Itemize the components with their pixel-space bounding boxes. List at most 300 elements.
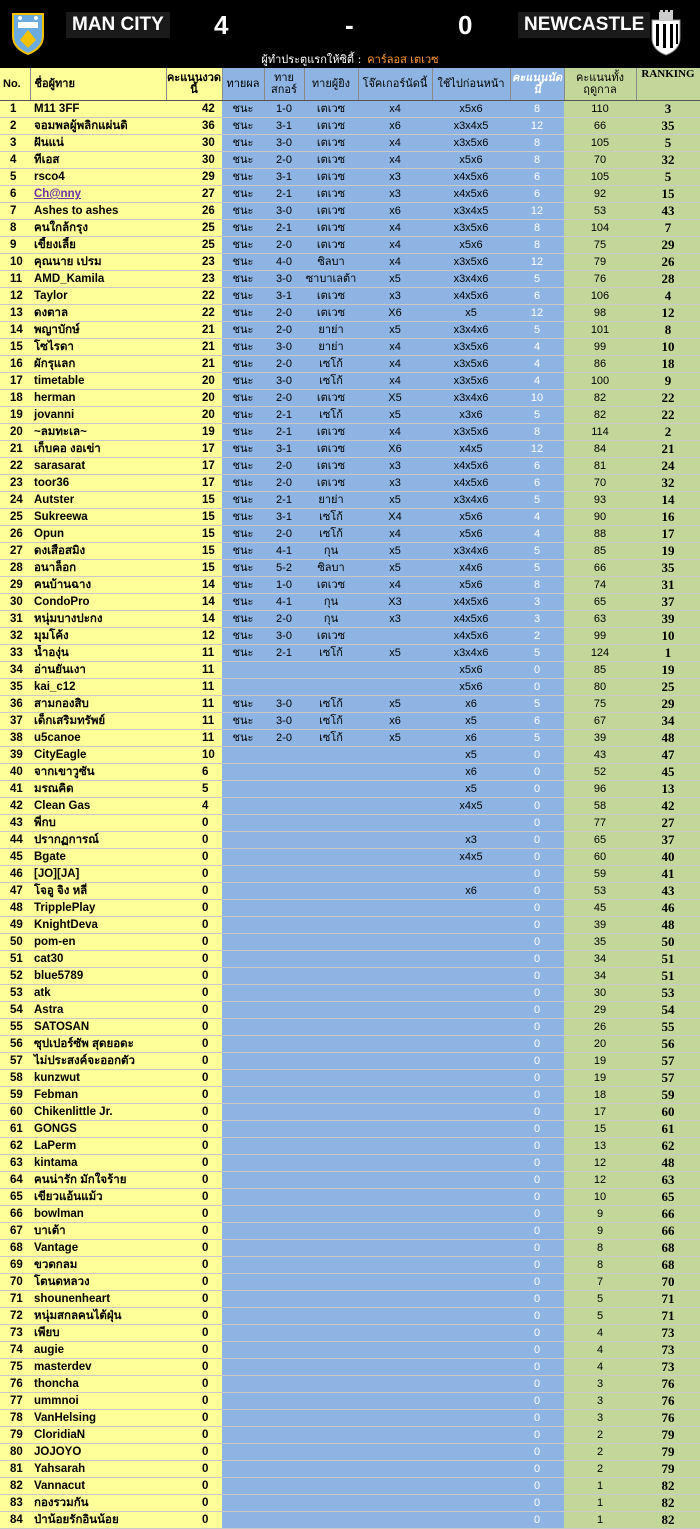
table-row: [0, 764, 700, 781]
table-row: [0, 1172, 700, 1189]
cell-score: [264, 832, 304, 849]
cell-week-points: 0: [166, 815, 222, 832]
cell-match-points: 8: [510, 577, 564, 594]
cell-ranking: 14: [636, 492, 700, 509]
cell-season-total: 1: [564, 1512, 636, 1529]
cell-season-total: 124: [564, 645, 636, 662]
cell-match-points: 0: [510, 662, 564, 679]
cell-no: 70: [0, 1274, 30, 1291]
cell-joker: x5: [358, 645, 432, 662]
cell-ranking: 47: [636, 747, 700, 764]
cell-match-points: 0: [510, 917, 564, 934]
cell-joker: [358, 679, 432, 696]
cell-name: บาเต้า: [30, 1223, 166, 1240]
cell-match-points: 0: [510, 1070, 564, 1087]
table-row: [0, 390, 700, 407]
cell-match-points: 0: [510, 679, 564, 696]
cell-season-total: 43: [564, 747, 636, 764]
cell-result: ชนะ: [222, 611, 264, 628]
table-row: [0, 526, 700, 543]
cell-score: [264, 1121, 304, 1138]
cell-score: [264, 1104, 304, 1121]
cell-ranking: 63: [636, 1172, 700, 1189]
cell-ranking: 1: [636, 645, 700, 662]
cell-result: [222, 1172, 264, 1189]
cell-result: [222, 1274, 264, 1291]
cell-season-total: 7: [564, 1274, 636, 1291]
cell-result: ชนะ: [222, 237, 264, 254]
cell-season-total: 9: [564, 1223, 636, 1240]
cell-ranking: 82: [636, 1478, 700, 1495]
cell-no: 36: [0, 696, 30, 713]
cell-scorer: [304, 1274, 358, 1291]
cell-used: x5x6: [432, 526, 510, 543]
cell-name: หนุ่มสกลคนไต้ฝุ่น: [30, 1308, 166, 1325]
cell-match-points: 0: [510, 1495, 564, 1512]
cell-match-points: 0: [510, 1019, 564, 1036]
cell-week-points: 0: [166, 1019, 222, 1036]
cell-season-total: 3: [564, 1410, 636, 1427]
cell-name: ซุปเปอร์ซัพ สุดยอดะ: [30, 1036, 166, 1053]
table-row: [0, 101, 700, 118]
cell-season-total: 19: [564, 1053, 636, 1070]
cell-no: 27: [0, 543, 30, 560]
cell-scorer: เตเวซ: [304, 220, 358, 237]
cell-ranking: 43: [636, 883, 700, 900]
cell-season-total: 8: [564, 1240, 636, 1257]
cell-no: 63: [0, 1155, 30, 1172]
cell-result: [222, 747, 264, 764]
prediction-table: [0, 68, 700, 1529]
cell-no: 6: [0, 186, 30, 203]
cell-used: x5x6: [432, 101, 510, 118]
cell-match-points: 0: [510, 1155, 564, 1172]
cell-no: 17: [0, 373, 30, 390]
cell-name: TripplePlay: [30, 900, 166, 917]
table-row: [0, 611, 700, 628]
cell-result: ชนะ: [222, 339, 264, 356]
cell-no: 21: [0, 441, 30, 458]
cell-match-points: 0: [510, 1223, 564, 1240]
cell-scorer: [304, 815, 358, 832]
cell-scorer: เตเวซ: [304, 101, 358, 118]
cell-week-points: 0: [166, 1155, 222, 1172]
cell-no: 1: [0, 101, 30, 118]
cell-ranking: 5: [636, 135, 700, 152]
cell-result: [222, 917, 264, 934]
cell-score: [264, 883, 304, 900]
cell-score: 4-1: [264, 543, 304, 560]
cell-week-points: 20: [166, 373, 222, 390]
cell-scorer: ซาบาเลต้า: [304, 271, 358, 288]
cell-season-total: 70: [564, 152, 636, 169]
cell-week-points: 0: [166, 1495, 222, 1512]
cell-match-points: 0: [510, 1478, 564, 1495]
cell-no: 62: [0, 1138, 30, 1155]
cell-scorer: ยาย่า: [304, 322, 358, 339]
cell-name: timetable: [30, 373, 166, 390]
cell-name: thoncha: [30, 1376, 166, 1393]
cell-week-points: 17: [166, 458, 222, 475]
cell-score: [264, 1461, 304, 1478]
cell-no: 24: [0, 492, 30, 509]
cell-season-total: 3: [564, 1376, 636, 1393]
cell-used: [432, 1393, 510, 1410]
cell-name: herman: [30, 390, 166, 407]
cell-name: Sukreewa: [30, 509, 166, 526]
cell-score: [264, 934, 304, 951]
cell-week-points: 0: [166, 985, 222, 1002]
cell-no: 41: [0, 781, 30, 798]
cell-name-link[interactable]: Ch@nny: [30, 186, 166, 203]
cell-used: x3x4x6: [432, 271, 510, 288]
cell-used: x5: [432, 747, 510, 764]
cell-joker: x5: [358, 492, 432, 509]
cell-scorer: [304, 662, 358, 679]
cell-ranking: 7: [636, 220, 700, 237]
cell-no: 7: [0, 203, 30, 220]
cell-no: 54: [0, 1002, 30, 1019]
cell-used: [432, 1512, 510, 1529]
cell-used: [432, 1495, 510, 1512]
cell-week-points: 0: [166, 1206, 222, 1223]
col-score-header: ทายสกอร์: [264, 68, 304, 101]
cell-used: [432, 1274, 510, 1291]
table-row: [0, 271, 700, 288]
cell-ranking: 8: [636, 322, 700, 339]
cell-match-points: 0: [510, 1104, 564, 1121]
cell-season-total: 34: [564, 951, 636, 968]
cell-ranking: 73: [636, 1342, 700, 1359]
cell-no: 35: [0, 679, 30, 696]
cell-no: 44: [0, 832, 30, 849]
cell-no: 40: [0, 764, 30, 781]
cell-score: 2-0: [264, 237, 304, 254]
cell-score: [264, 1410, 304, 1427]
cell-result: [222, 968, 264, 985]
cell-name: กองรวมกัน: [30, 1495, 166, 1512]
cell-name: Vantage: [30, 1240, 166, 1257]
cell-name: คนน่ารัก มักใจร้าย: [30, 1172, 166, 1189]
cell-scorer: [304, 1053, 358, 1070]
cell-match-points: 12: [510, 254, 564, 271]
cell-season-total: 60: [564, 849, 636, 866]
cell-scorer: [304, 1291, 358, 1308]
cell-joker: [358, 968, 432, 985]
cell-result: [222, 1291, 264, 1308]
cell-used: x5x6: [432, 237, 510, 254]
cell-name: จอมพลผู้พลิกแผ่นดิ: [30, 118, 166, 135]
cell-match-points: 0: [510, 866, 564, 883]
cell-scorer: [304, 1257, 358, 1274]
table-row: [0, 135, 700, 152]
cell-no: 51: [0, 951, 30, 968]
cell-used: x4x5x6: [432, 288, 510, 305]
cell-week-points: 25: [166, 237, 222, 254]
cell-used: x3x5x6: [432, 254, 510, 271]
cell-name: ป่าน้อยรักอินน้อย: [30, 1512, 166, 1529]
cell-joker: x4: [358, 254, 432, 271]
cell-season-total: 66: [564, 560, 636, 577]
cell-joker: x5: [358, 322, 432, 339]
cell-result: [222, 1240, 264, 1257]
cell-result: [222, 900, 264, 917]
cell-ranking: 68: [636, 1257, 700, 1274]
cell-name: blue5789: [30, 968, 166, 985]
cell-week-points: 0: [166, 1410, 222, 1427]
cell-scorer: [304, 1427, 358, 1444]
cell-scorer: [304, 1172, 358, 1189]
cell-scorer: [304, 951, 358, 968]
cell-ranking: 56: [636, 1036, 700, 1053]
cell-season-total: 81: [564, 458, 636, 475]
cell-scorer: [304, 1070, 358, 1087]
cell-name: Clean Gas: [30, 798, 166, 815]
cell-week-points: 23: [166, 271, 222, 288]
cell-week-points: 0: [166, 1036, 222, 1053]
cell-name: Astra: [30, 1002, 166, 1019]
cell-no: 10: [0, 254, 30, 271]
cell-scorer: [304, 866, 358, 883]
cell-result: [222, 764, 264, 781]
table-row: [0, 1070, 700, 1087]
cell-season-total: 98: [564, 305, 636, 322]
away-team-name: NEWCASTLE: [518, 12, 650, 38]
cell-score: 3-0: [264, 271, 304, 288]
cell-no: 34: [0, 662, 30, 679]
cell-season-total: 86: [564, 356, 636, 373]
cell-scorer: เตเวซ: [304, 390, 358, 407]
cell-ranking: 12: [636, 305, 700, 322]
cell-match-points: 5: [510, 543, 564, 560]
cell-used: [432, 1223, 510, 1240]
cell-name: สามกองสิบ: [30, 696, 166, 713]
cell-result: [222, 1206, 264, 1223]
cell-week-points: 0: [166, 1087, 222, 1104]
cell-no: 68: [0, 1240, 30, 1257]
cell-week-points: 15: [166, 509, 222, 526]
table-row: [0, 1274, 700, 1291]
table-row: [0, 1257, 700, 1274]
table-row: [0, 934, 700, 951]
cell-joker: [358, 1291, 432, 1308]
cell-ranking: 79: [636, 1427, 700, 1444]
cell-ranking: 17: [636, 526, 700, 543]
cell-match-points: 5: [510, 492, 564, 509]
cell-match-points: 0: [510, 985, 564, 1002]
cell-result: ชนะ: [222, 509, 264, 526]
cell-used: x6: [432, 730, 510, 747]
cell-score: 5-2: [264, 560, 304, 577]
cell-match-points: 0: [510, 832, 564, 849]
cell-name: SATOSAN: [30, 1019, 166, 1036]
cell-scorer: เตเวซ: [304, 152, 358, 169]
cell-scorer: [304, 1240, 358, 1257]
cell-score: 2-0: [264, 152, 304, 169]
cell-match-points: 8: [510, 220, 564, 237]
cell-result: [222, 1138, 264, 1155]
cell-week-points: 17: [166, 475, 222, 492]
cell-result: [222, 1223, 264, 1240]
cell-scorer: [304, 1223, 358, 1240]
cell-result: [222, 1495, 264, 1512]
table-row: [0, 1104, 700, 1121]
cell-result: [222, 1087, 264, 1104]
cell-no: 83: [0, 1495, 30, 1512]
cell-week-points: 19: [166, 424, 222, 441]
cell-name: โซไรดา: [30, 339, 166, 356]
table-row: [0, 1223, 700, 1240]
cell-result: [222, 679, 264, 696]
cell-season-total: 26: [564, 1019, 636, 1036]
table-row: [0, 373, 700, 390]
cell-used: x4x5x6: [432, 628, 510, 645]
cell-score: [264, 1087, 304, 1104]
cell-no: 30: [0, 594, 30, 611]
cell-score: [264, 1444, 304, 1461]
cell-season-total: 65: [564, 594, 636, 611]
cell-result: [222, 662, 264, 679]
cell-scorer: [304, 781, 358, 798]
cell-season-total: 2: [564, 1444, 636, 1461]
cell-score: [264, 781, 304, 798]
cell-no: 78: [0, 1410, 30, 1427]
cell-score: [264, 1240, 304, 1257]
cell-scorer: ยาย่า: [304, 339, 358, 356]
cell-match-points: 10: [510, 390, 564, 407]
cell-used: [432, 1036, 510, 1053]
cell-used: x3x4x6: [432, 543, 510, 560]
cell-match-points: 0: [510, 1121, 564, 1138]
cell-no: 23: [0, 475, 30, 492]
cell-no: 8: [0, 220, 30, 237]
cell-name: augie: [30, 1342, 166, 1359]
cell-match-points: 0: [510, 1461, 564, 1478]
cell-no: 31: [0, 611, 30, 628]
cell-result: [222, 1359, 264, 1376]
cell-name: JOJOYO: [30, 1444, 166, 1461]
cell-name: อ่านยันเงา: [30, 662, 166, 679]
cell-week-points: 14: [166, 577, 222, 594]
cell-week-points: 11: [166, 679, 222, 696]
cell-scorer: [304, 1189, 358, 1206]
cell-result: ชนะ: [222, 152, 264, 169]
cell-result: ชนะ: [222, 560, 264, 577]
cell-used: x3: [432, 832, 510, 849]
cell-score: [264, 1291, 304, 1308]
table-row: [0, 1240, 700, 1257]
cell-match-points: 0: [510, 934, 564, 951]
table-row: [0, 1410, 700, 1427]
cell-joker: [358, 1053, 432, 1070]
cell-joker: x4: [358, 152, 432, 169]
cell-no: 43: [0, 815, 30, 832]
table-row: [0, 220, 700, 237]
cell-no: 82: [0, 1478, 30, 1495]
cell-week-points: 11: [166, 696, 222, 713]
cell-result: ชนะ: [222, 730, 264, 747]
table-row: [0, 458, 700, 475]
table-row: [0, 475, 700, 492]
cell-match-points: 0: [510, 1053, 564, 1070]
cell-score: [264, 1274, 304, 1291]
cell-no: 76: [0, 1376, 30, 1393]
cell-ranking: 45: [636, 764, 700, 781]
cell-match-points: 5: [510, 560, 564, 577]
cell-result: [222, 849, 264, 866]
cell-joker: x4: [358, 356, 432, 373]
cell-match-points: 0: [510, 1087, 564, 1104]
cell-name: [JO][JA]: [30, 866, 166, 883]
cell-name: jovanni: [30, 407, 166, 424]
cell-no: 59: [0, 1087, 30, 1104]
cell-used: [432, 1359, 510, 1376]
table-row: [0, 917, 700, 934]
cell-ranking: 76: [636, 1393, 700, 1410]
cell-ranking: 71: [636, 1308, 700, 1325]
cell-season-total: 12: [564, 1155, 636, 1172]
cell-result: [222, 866, 264, 883]
cell-ranking: 79: [636, 1461, 700, 1478]
cell-no: 66: [0, 1206, 30, 1223]
cell-scorer: เซโก้: [304, 713, 358, 730]
cell-week-points: 23: [166, 254, 222, 271]
cell-joker: [358, 1121, 432, 1138]
cell-used: x6: [432, 764, 510, 781]
cell-result: ชนะ: [222, 526, 264, 543]
cell-week-points: 6: [166, 764, 222, 781]
cell-week-points: 0: [166, 866, 222, 883]
cell-ranking: 22: [636, 407, 700, 424]
cell-name: CloridiaN: [30, 1427, 166, 1444]
cell-name: GONGS: [30, 1121, 166, 1138]
cell-joker: [358, 1308, 432, 1325]
cell-scorer: เซโก้: [304, 373, 358, 390]
cell-match-points: 0: [510, 1444, 564, 1461]
cell-name: cat30: [30, 951, 166, 968]
cell-name: kunzwut: [30, 1070, 166, 1087]
cell-joker: [358, 1393, 432, 1410]
cell-name: shounenheart: [30, 1291, 166, 1308]
table-row: [0, 577, 700, 594]
table-row: [0, 730, 700, 747]
cell-no: 50: [0, 934, 30, 951]
cell-ranking: 55: [636, 1019, 700, 1036]
cell-ranking: 43: [636, 203, 700, 220]
cell-score: [264, 1342, 304, 1359]
cell-joker: [358, 747, 432, 764]
cell-ranking: 25: [636, 679, 700, 696]
cell-score: 3-0: [264, 339, 304, 356]
cell-result: ชนะ: [222, 254, 264, 271]
cell-joker: x4: [358, 577, 432, 594]
cell-ranking: 71: [636, 1291, 700, 1308]
cell-score: [264, 1002, 304, 1019]
table-body: [0, 101, 700, 1529]
cell-no: 75: [0, 1359, 30, 1376]
table-row: [0, 883, 700, 900]
cell-match-points: 0: [510, 1410, 564, 1427]
cell-week-points: 36: [166, 118, 222, 135]
cell-no: 47: [0, 883, 30, 900]
cell-name: ผักรุแลก: [30, 356, 166, 373]
cell-result: [222, 1019, 264, 1036]
cell-season-total: 52: [564, 764, 636, 781]
cell-no: 20: [0, 424, 30, 441]
cell-ranking: 39: [636, 611, 700, 628]
cell-joker: x6: [358, 203, 432, 220]
cell-ranking: 42: [636, 798, 700, 815]
